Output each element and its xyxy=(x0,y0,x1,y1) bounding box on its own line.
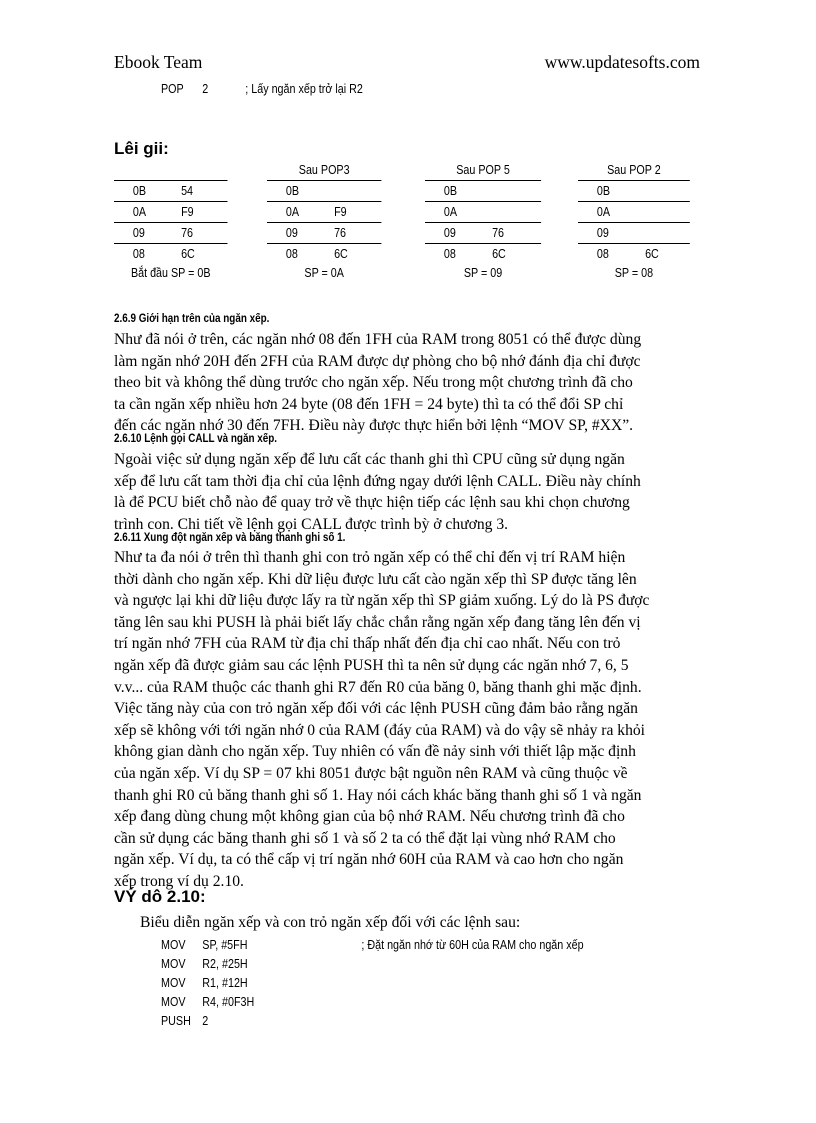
section-body-2-6-9 xyxy=(114,329,702,437)
stack-row xyxy=(114,202,228,223)
stack-val: 76 xyxy=(181,226,194,240)
stack-row xyxy=(425,223,541,244)
stack-val: 6C xyxy=(645,247,659,261)
code-arg: 2 xyxy=(202,1014,209,1028)
stack-addr: 08 xyxy=(596,247,609,261)
text-line: là để PCU biết chỗ nào để quay trở về thực hiện tiếp các lệnh sau khi chọn chương xyxy=(114,494,630,512)
stack-row xyxy=(267,223,381,244)
stack-addr: 0B xyxy=(132,184,147,198)
text-line: ta cần ngăn xếp nhiều hơn 24 byte (08 đến 1FH = 24 byte) thì ta có thể đổi SP chỉ xyxy=(114,395,624,413)
stack-diagram-after-pop5 xyxy=(425,160,541,284)
stack-row xyxy=(114,244,228,264)
stack-diagram-after-pop3 xyxy=(267,160,381,284)
code-line xyxy=(161,957,584,976)
stack-diagram-start xyxy=(114,160,228,284)
stack-addr: 0B xyxy=(596,184,611,198)
stack-row xyxy=(114,181,228,202)
stack-title xyxy=(114,160,228,180)
stack-addr: 0A xyxy=(285,205,300,219)
stack-addr: 08 xyxy=(443,247,456,261)
text-line: theo bit và không thể dùng trước cho ngăn xếp. Nếu trong một chương trình đã cho xyxy=(114,374,633,392)
stack-row xyxy=(578,202,690,223)
code-arg: R2, #25H xyxy=(202,957,248,971)
example-code-block xyxy=(161,938,584,1033)
code-comment: ; Đặt ngăn nhớ từ 60H của RAM cho ngăn xếp xyxy=(361,938,584,952)
code-arg: R1, #12H xyxy=(202,976,248,990)
text-line: v.v... của RAM thuộc các thanh ghi R7 đến R0 của băng 0, băng thanh ghi mặc định. xyxy=(114,678,642,696)
code-line xyxy=(161,938,584,957)
text-line: trình con. Chi tiết về lệnh gọi CALL được trình bỳ ở chương 3. xyxy=(114,515,509,533)
code-op: MOV xyxy=(161,995,186,1009)
stack-row xyxy=(425,181,541,202)
top-code-line xyxy=(161,82,363,101)
text-line: ngăn xếp. Ví dụ, ta có thể cấp vị trí ngăn nhớ 60H của RAM và cao hơn cho ngăn xyxy=(114,851,624,869)
code-arg: 2 xyxy=(202,82,209,96)
code-line xyxy=(161,1014,584,1033)
code-arg: R4, #0F3H xyxy=(202,995,255,1009)
text-line: Như đã nói ở trên, các ngăn nhớ 08 đến 1FH của RAM trong 8051 có thể được dùng xyxy=(114,331,642,348)
stack-addr: 09 xyxy=(285,226,298,240)
stack-sp-label: SP = 08 xyxy=(614,266,654,280)
text-line: Việc tăng này của con trỏ ngăn xếp đối với các lệnh PUSH cũng đảm bảo rằng ngăn xyxy=(114,700,638,718)
stack-row xyxy=(425,244,541,264)
stack-val: 6C xyxy=(492,247,506,261)
stack-row xyxy=(267,202,381,223)
section-heading-2-6-10: 2.6.10 Lệnh gọi CALL và ngăn xếp. xyxy=(114,433,278,445)
stack-addr: 09 xyxy=(596,226,609,240)
stack-val: 76 xyxy=(492,226,505,240)
stack-addr: 09 xyxy=(443,226,456,240)
section-heading-2-6-9: 2.6.9 Giới hạn trên của ngăn xếp. xyxy=(114,313,270,325)
stack-sp-label: Bắt đầu SP = 0B xyxy=(130,266,211,280)
section-heading-2-6-11: 2.6.11 Xung đột ngăn xếp và băng thanh ghi số 1. xyxy=(114,532,346,544)
stack-row xyxy=(425,202,541,223)
code-op: MOV xyxy=(161,976,186,990)
text-line: thời dành cho ngăn xếp. Khi dữ liệu được lưu cất cào ngăn xếp thì SP được tăng lên xyxy=(114,570,637,588)
text-line: của ngăn xếp. Ví dụ SP = 07 khi 8051 được bật nguồn nên RAM và cũng thuộc về xyxy=(114,764,628,782)
stack-rows xyxy=(114,180,228,264)
stack-row xyxy=(267,181,381,202)
text-line: đến các ngăn nhớ 30 đến 7FH. Điều này được thực hiển bởi lệnh “MOV SP, #XX”. xyxy=(114,417,634,435)
text-line: xếp để lưu cất tam thời địa chỉ của lệnh đứng ngay dưới lệnh CALL. Điều này chính xyxy=(114,472,641,490)
stack-val: F9 xyxy=(181,205,194,219)
text-line: và ngược lại khi dữ liệu được lấy ra từ ngăn xếp thì SP giảm xuống. Lý do là PS được xyxy=(114,592,650,610)
example-intro: Biểu diễn ngăn xếp và con trỏ ngăn xếp đối với các lệnh sau: xyxy=(140,914,521,931)
text-line: cần sử dụng các băng thanh ghi số 1 và số 2 ta có thể đặt lại vùng nhớ RAM cho xyxy=(114,829,616,847)
code-op: MOV xyxy=(161,957,186,971)
stack-row xyxy=(578,223,690,244)
text-line: ngăn xếp đã được giảm sau các lệnh PUSH thì ta nên sử dụng các ngăn nhớ 7, 6, 5 xyxy=(114,656,629,674)
stack-val: F9 xyxy=(334,205,347,219)
stack-title: Sau POP 2 xyxy=(607,163,661,177)
stack-sp-label: SP = 09 xyxy=(463,266,503,280)
text-line: không gian dành cho ngăn xếp. Tuy nhiên có vấn đề nảy sinh với thiết lập mặc định xyxy=(114,743,636,761)
stack-row xyxy=(578,244,690,264)
stack-addr: 0A xyxy=(132,205,147,219)
stack-addr: 0A xyxy=(596,205,611,219)
stack-row xyxy=(578,181,690,202)
stack-addr: 0A xyxy=(443,205,458,219)
stack-row xyxy=(114,223,228,244)
code-line xyxy=(161,976,584,995)
example-heading: VÝ dô 2.10: xyxy=(114,887,206,906)
stack-addr: 08 xyxy=(285,247,298,261)
stack-addr: 0B xyxy=(443,184,458,198)
code-op: PUSH xyxy=(161,1014,191,1028)
text-line: Như ta đa nói ở trên thì thanh ghi con trỏ ngăn xếp có thể chỉ đến vị trí RAM hiện xyxy=(114,549,626,566)
text-line: xếp đang dùng chung một không gian của bộ nhớ RAM. Nếu chương trình đã cho xyxy=(114,808,625,826)
stack-title: Sau POP 5 xyxy=(456,163,510,177)
text-line: trí ngăn nhớ 7FH của RAM từ địa chỉ thấp nhất đến địa chỉ cao nhất. Nếu con trỏ xyxy=(114,635,621,653)
code-comment: ; Lấy ngăn xếp trở lại R2 xyxy=(245,82,363,96)
text-line: xếp trong ví dụ 2.10. xyxy=(114,872,244,890)
stack-addr: 08 xyxy=(132,247,145,261)
code-op: MOV xyxy=(161,938,186,952)
stack-sp-label: SP = 0A xyxy=(304,266,344,280)
code-arg: SP, #5FH xyxy=(202,938,248,952)
text-line: làm ngăn nhớ 20H đến 2FH của RAM được dự phòng cho bộ nhớ đánh địa chỉ được xyxy=(114,352,641,370)
text-line: Ngoài việc sử dụng ngăn xếp để lưu cất các thanh ghi thì CPU cũng sử dụng ngăn xyxy=(114,451,625,468)
section-body-2-6-10 xyxy=(114,449,702,535)
code-line xyxy=(161,995,584,1014)
stack-rows xyxy=(267,180,381,264)
stack-addr: 09 xyxy=(132,226,145,240)
stack-title: Sau POP3 xyxy=(298,163,350,177)
stack-val: 6C xyxy=(181,247,195,261)
text-line: tăng lên sau khi PUSH là phải biết lấy chắc chắn rằng ngăn xếp đang tăng lên đến vị xyxy=(114,613,641,631)
header-left-text: Ebook Team xyxy=(114,52,203,72)
header-right-url: www.updatesofts.com xyxy=(544,52,700,72)
stack-rows xyxy=(578,180,690,264)
text-line: thanh ghi R0 củ băng thanh ghi số 1. Hay nói cách khác băng thanh ghi số 1 và ngăn xyxy=(114,786,642,804)
text-line: xếp sẽ không với tới ngăn nhớ 0 của RAM (đáy của RAM) và do vậy sẽ nhảy ra khỏi xyxy=(114,721,645,739)
section-body-2-6-11 xyxy=(114,547,702,893)
stack-addr: 0B xyxy=(285,184,300,198)
code-op: POP xyxy=(161,82,184,96)
stack-diagram-after-pop2 xyxy=(578,160,690,284)
stack-val: 6C xyxy=(334,247,348,261)
solution-heading: Lêi gii: xyxy=(114,139,169,158)
stack-val: 54 xyxy=(181,184,194,198)
stack-rows xyxy=(425,180,541,264)
stack-row xyxy=(267,244,381,264)
stack-val: 76 xyxy=(334,226,347,240)
